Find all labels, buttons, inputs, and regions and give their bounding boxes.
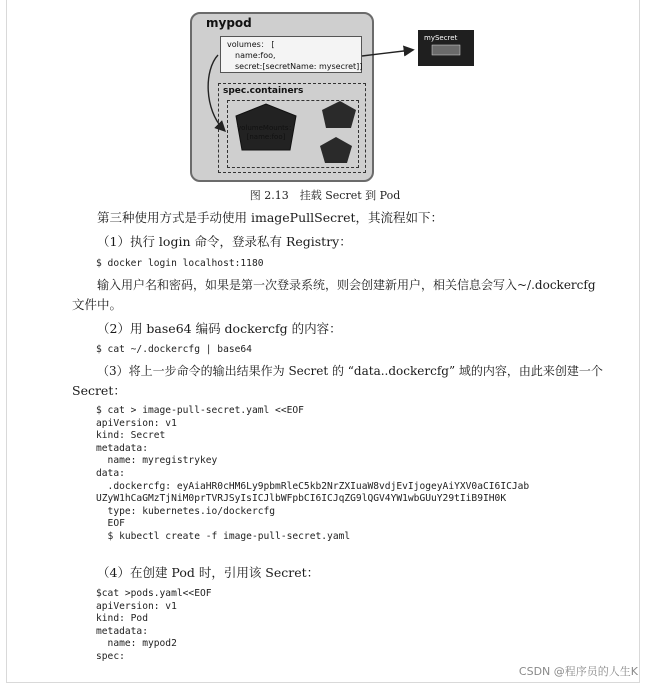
volumes-line: secret:[secretName: mysecret]] bbox=[235, 62, 363, 71]
paragraph-step-3 bbox=[72, 361, 617, 401]
code-pod-yaml: $cat >pods.yaml<<EOF apiVersion: v1 kind: Pod metadata: name: mypod2 spec: bbox=[96, 588, 212, 662]
secret-key bbox=[432, 45, 460, 55]
volumes-line: volumes： [ bbox=[227, 40, 275, 49]
container-pentagon-small-top bbox=[322, 101, 356, 128]
code-base64: $ cat ~/.dockercfg | base64 bbox=[96, 344, 252, 355]
paragraph-login-note bbox=[72, 275, 617, 315]
paragraph-text: （3）将上一步命令的输出结果作为 Secret 的 “data..dockercfg” 域的内容，由此来创建一个 bbox=[97, 364, 603, 378]
paragraph-step-4 bbox=[72, 563, 617, 583]
container-pentagon-small-bottom bbox=[320, 137, 352, 163]
code-docker-login: $ docker login localhost:1180 bbox=[96, 258, 264, 269]
pod-title: mypod bbox=[206, 16, 252, 30]
spec-containers-title: spec.containers bbox=[223, 86, 304, 96]
secret-label: mySecret bbox=[424, 34, 458, 42]
paragraph-text: （2）用 base64 编码 dockercfg 的内容： bbox=[97, 321, 342, 336]
paragraph-text: 第三种使用方式是手动使用 imagePullSecret，其流程如下： bbox=[97, 210, 443, 225]
paragraph-text: 文件中。 bbox=[72, 297, 123, 312]
paragraph-text: （4）在创建 Pod 时，引用该 Secret： bbox=[97, 565, 320, 580]
paragraph-step-2 bbox=[72, 319, 617, 339]
secret-arrow bbox=[362, 50, 412, 56]
volume-mounts-label bbox=[237, 124, 295, 142]
figure-caption: 图 2.13 挂载 Secret 到 Pod bbox=[249, 189, 401, 202]
code-secret-yaml: $ cat > image-pull-secret.yaml <<EOF apiVersion: v1 kind: Secret metadata: name: myregistrykey data: .dockercfg: eyAiaHR0cHM6Ly9pbmRleC5kb2NrZXIuaW8vdjEvIjogeyAiYXV0aCI6ICJab UZyW1hCaGMzTjNiM0prTVRJSyIsICJlbWFpbCI6ICJqZG9lQGV4YW1wbGUuY29tIiB9IH0K type: kubernetes.io/dockercfg EOF $ kubectl create -f image-pull-secret.yaml bbox=[96, 405, 530, 542]
paragraph-text: 输入用户名和密码，如果是第一次登录系统，则会创建新用户，相关信息会写入~/.dockercfg bbox=[97, 278, 596, 292]
paragraph-text: （1）执行 login 命令，登录私有 Registry： bbox=[97, 234, 352, 249]
pod-secret-diagram bbox=[0, 0, 650, 185]
mount-arrow bbox=[208, 55, 224, 130]
volume-mounts-line: [name:foo] bbox=[246, 133, 286, 141]
diagram-shapes bbox=[0, 0, 650, 185]
paragraph-intro bbox=[72, 208, 617, 228]
paragraph-step-1 bbox=[72, 232, 617, 252]
paragraph-text: Secret： bbox=[72, 383, 126, 398]
csdn-watermark: CSDN @程序员的人生K bbox=[518, 665, 638, 678]
volume-mounts-line: volumeMounts： bbox=[237, 124, 296, 132]
volumes-line: name:foo, bbox=[235, 51, 276, 60]
